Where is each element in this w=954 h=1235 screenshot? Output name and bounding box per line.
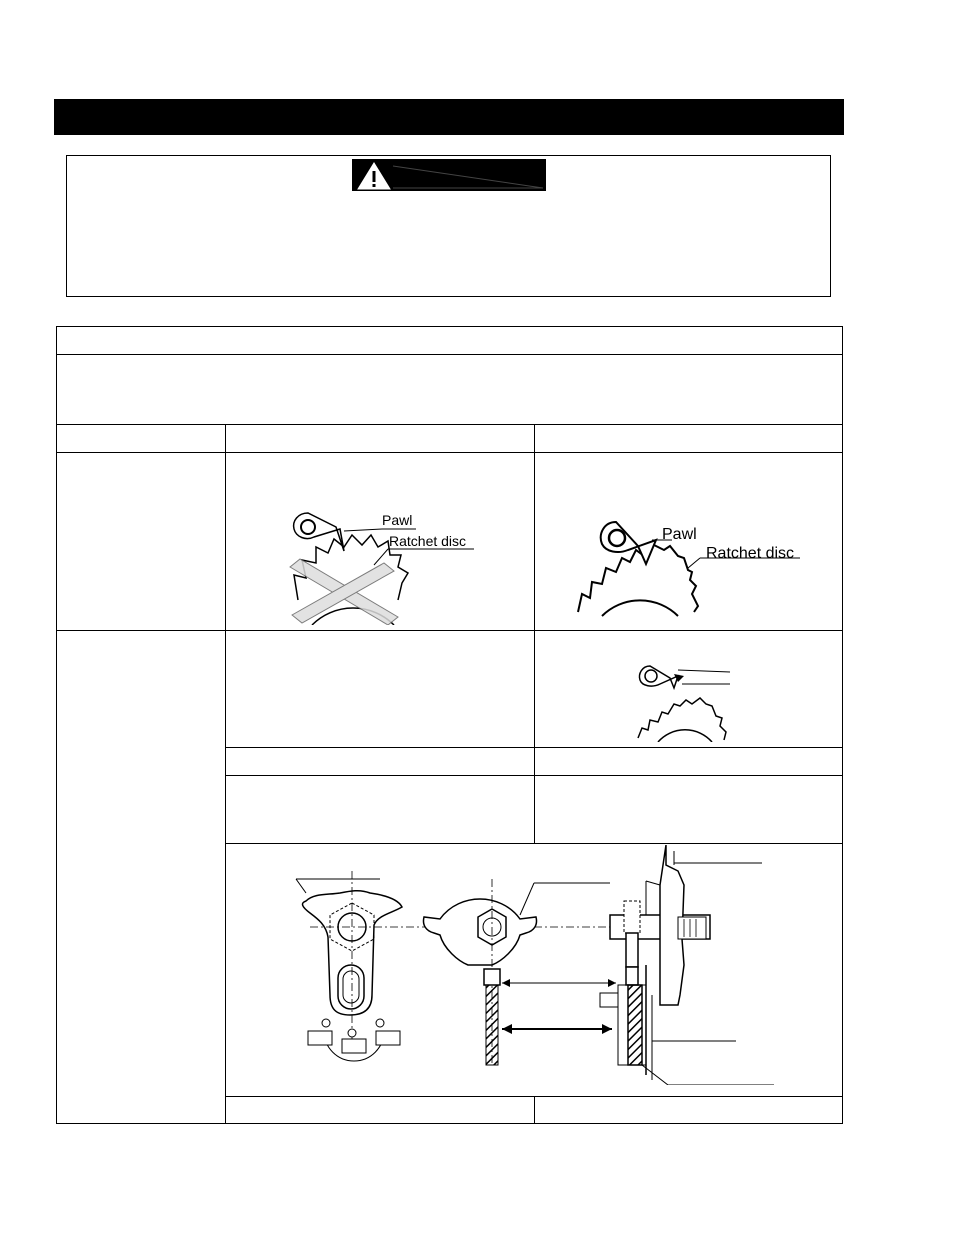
ratchet-disc-label: Ratchet disc (389, 533, 467, 549)
column-divider (225, 424, 226, 1123)
column-divider (534, 1096, 535, 1123)
pawl-adjustment-drawing (280, 845, 780, 1085)
small-pawl-figure (630, 660, 740, 742)
row-divider (57, 424, 842, 425)
row-divider (57, 630, 842, 631)
ratchet-disc-label: Ratchet disc (706, 545, 795, 562)
warning-triangle-icon (358, 163, 390, 189)
pawl-label: Pawl (662, 526, 697, 543)
warning-badge (352, 159, 546, 191)
section-title-bar (54, 99, 844, 135)
row-divider (57, 452, 842, 453)
pawl-label: Pawl (382, 512, 413, 528)
column-divider (534, 424, 535, 843)
row-divider (57, 354, 842, 355)
row-divider (225, 843, 842, 844)
incorrect-pawl-figure (270, 505, 485, 625)
